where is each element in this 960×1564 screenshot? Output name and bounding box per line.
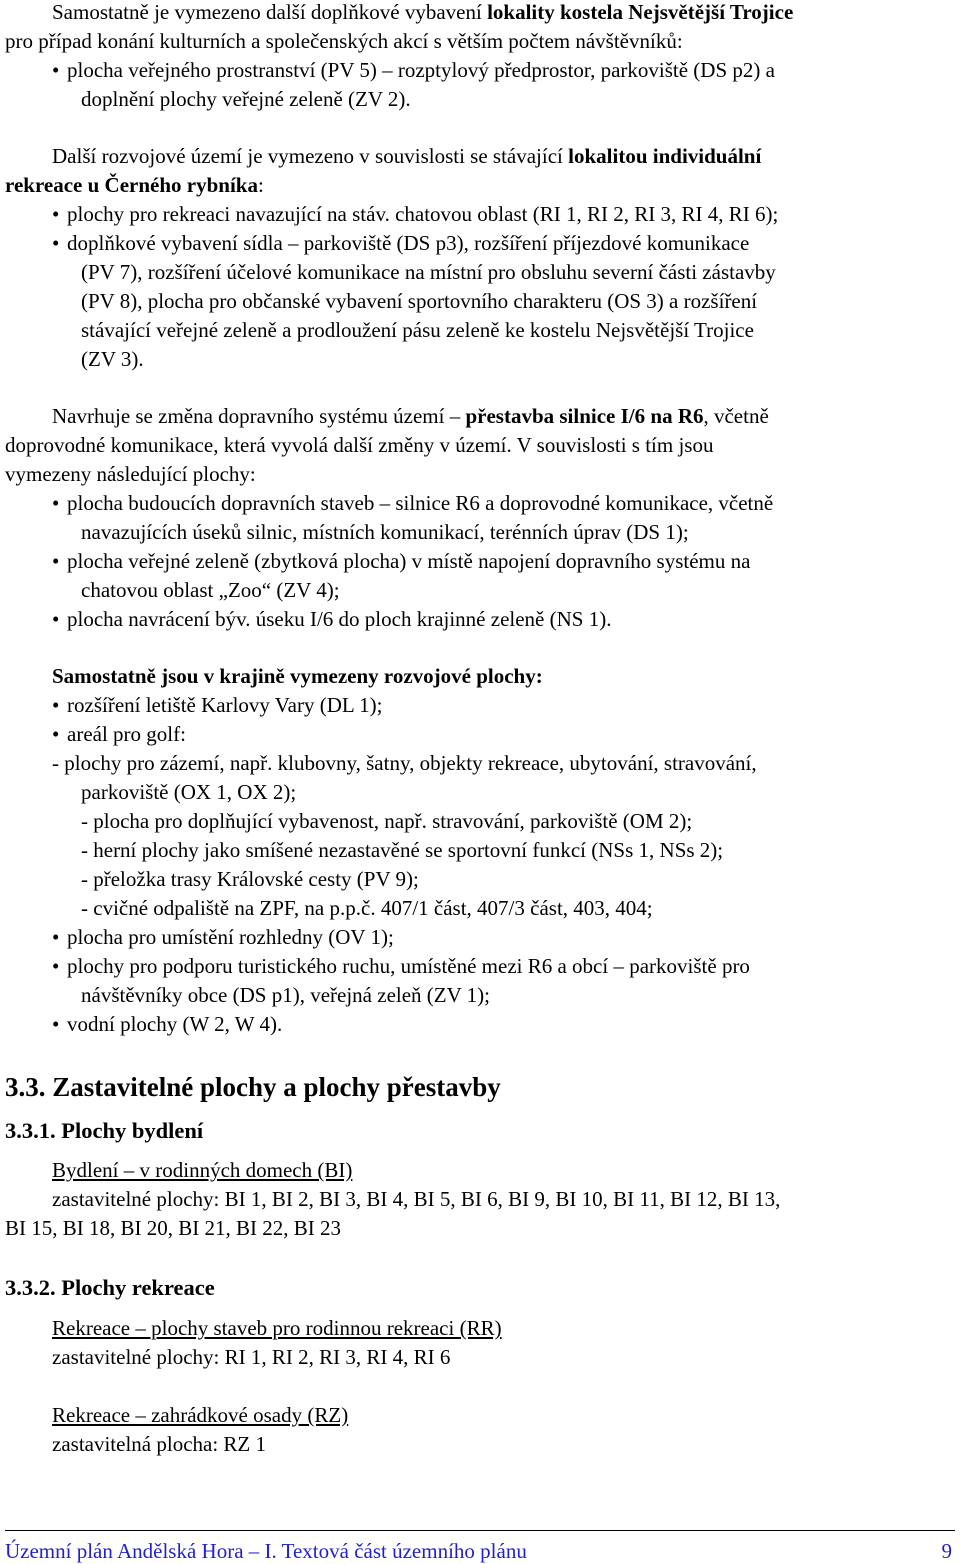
bold-text: rekreace u Černého rybníka [5,173,258,197]
bold-text: lokality kostela Nejsvětější Trojice [487,0,794,24]
paragraph-line: doprovodné komunikace, která vyvolá další změny v území. V souvislosti s tím jsou [5,433,714,457]
text: , včetně [703,404,769,428]
paragraph-line [5,171,264,200]
sub-list-item-continuation: parkoviště (OX 1, OX 2); [81,780,297,804]
list-item: areál pro golf: [67,722,186,746]
list-item: vodní plochy (W 2, W 4). [67,1012,283,1036]
list-item: plocha veřejné zeleně (zbytková plocha) v místě napojení dopravního systému na [67,549,751,573]
bullet-icon: • [52,722,60,746]
sub-list-item: - herní plochy jako smíšené nezastavěné se sportovní funkcí (NSs 1, NSs 2); [81,838,724,862]
footer-title: Územní plán Andělská Hora – I. Textová část územního plánu [5,1539,527,1563]
bold-text: Samostatně jsou v krajině vymezeny rozvojové plochy: [52,664,543,688]
paragraph-line: vymezeny následující plochy: [5,462,256,486]
paragraph-line [52,402,769,431]
subsection-title: 3.3.2. Plochy rekreace [5,1275,215,1300]
list-item: doplňkové vybavení sídla – parkoviště (DS p3), rozšíření příjezdové komunikace [67,231,750,255]
bold-text: lokalitou individuální [568,144,762,168]
bullet-icon: • [52,58,60,82]
list-item: plocha navrácení býv. úseku I/6 do ploch krajinné zeleně (NS 1). [67,607,612,631]
text: Samostatně je vymezeno další doplňkové vybavení [52,0,488,24]
list-item-continuation: (PV 8), plocha pro občanské vybavení sportovního charakteru (OS 3) a rozšíření [81,289,758,313]
text: Navrhuje se změna dopravního systému území – [52,404,466,428]
subsection-title: 3.3.1. Plochy bydlení [5,1118,204,1143]
bullet-icon: • [52,925,60,949]
category-heading: Rekreace – zahrádkové osady (RZ) [52,1403,349,1427]
list-item: plocha pro umístění rozhledny (OV 1); [67,925,394,949]
sub-list-item: - plochy pro zázemí, např. klubovny, šatny, objekty rekreace, ubytování, stravování, [52,751,757,775]
list-item-continuation: navazujících úseků silnic, místních komunikací, terénních úprav (DS 1); [81,520,689,544]
category-heading: Bydlení – v rodinných domech (BI) [52,1158,353,1182]
bullet-icon: • [52,693,60,717]
text: Další rozvojové území je vymezeno v souvislosti se stávající [52,144,569,168]
paragraph-line [52,142,761,171]
list-item-continuation: doplnění plochy veřejné zeleně (ZV 2). [81,87,411,111]
bullet-icon: • [52,491,60,515]
list-item: plocha veřejného prostranství (PV 5) – rozptylový předprostor, parkoviště (DS p2) a [67,58,775,82]
list-item: plochy pro rekreaci navazující na stáv. chatovou oblast (RI 1, RI 2, RI 3, RI 4, RI 6); [67,202,779,226]
footer-divider [5,1530,955,1531]
bullet-icon: • [52,549,60,573]
list-item: plocha budoucích dopravních staveb – silnice R6 a doprovodné komunikace, včetně [67,491,774,515]
sub-list-item: - plocha pro doplňující vybavenost, např. stravování, parkoviště (OM 2); [81,809,693,833]
list-item-continuation: návštěvníky obce (DS p1), veřejná zeleň (ZV 1); [81,983,490,1007]
paragraph-line [52,0,793,27]
section-heading [52,662,543,691]
list-item-continuation: (PV 7), rozšíření účelové komunikace na místní pro obsluhu severní části zástavby [81,260,776,284]
list-item-continuation: stávající veřejné zeleně a prodloužení pásu zeleně ke kostelu Nejsvětější Trojice [81,318,754,342]
section-title: 3.3. Zastavitelné plochy a plochy přestavby [5,1072,501,1102]
bullet-icon: • [52,607,60,631]
paragraph-line: zastavitelné plochy: BI 1, BI 2, BI 3, BI 4, BI 5, BI 6, BI 9, BI 10, BI 11, BI 12, BI 13, [52,1187,781,1211]
paragraph-line: zastavitelná plocha: RZ 1 [52,1432,267,1456]
category-heading: Rekreace – plochy staveb pro rodinnou rekreaci (RR) [52,1316,502,1340]
sub-list-item: - cvičné odpaliště na ZPF, na p.p.č. 407/1 část, 407/3 část, 403, 404; [81,896,653,920]
paragraph-line: BI 15, BI 18, BI 20, BI 21, BI 22, BI 23 [5,1216,341,1240]
bullet-icon: • [52,954,60,978]
paragraph-line: zastavitelné plochy: RI 1, RI 2, RI 3, RI 4, RI 6 [52,1345,451,1369]
bullet-icon: • [52,1012,60,1036]
list-item: plochy pro podporu turistického ruchu, umístěné mezi R6 a obcí – parkoviště pro [67,954,750,978]
bullet-icon: • [52,202,60,226]
text: : [257,173,264,197]
paragraph-line: pro případ konání kulturních a společenských akcí s větším počtem návštěvníků: [5,29,683,53]
page-number: 9 [941,1539,952,1563]
bold-text: přestavba silnice I/6 na R6 [465,404,704,428]
bullet-icon: • [52,231,60,255]
sub-list-item: - přeložka trasy Královské cesty (PV 9); [81,867,419,891]
list-item-continuation: (ZV 3). [81,347,144,371]
list-item-continuation: chatovou oblast „Zoo“ (ZV 4); [81,578,340,602]
list-item: rozšíření letiště Karlovy Vary (DL 1); [67,693,383,717]
